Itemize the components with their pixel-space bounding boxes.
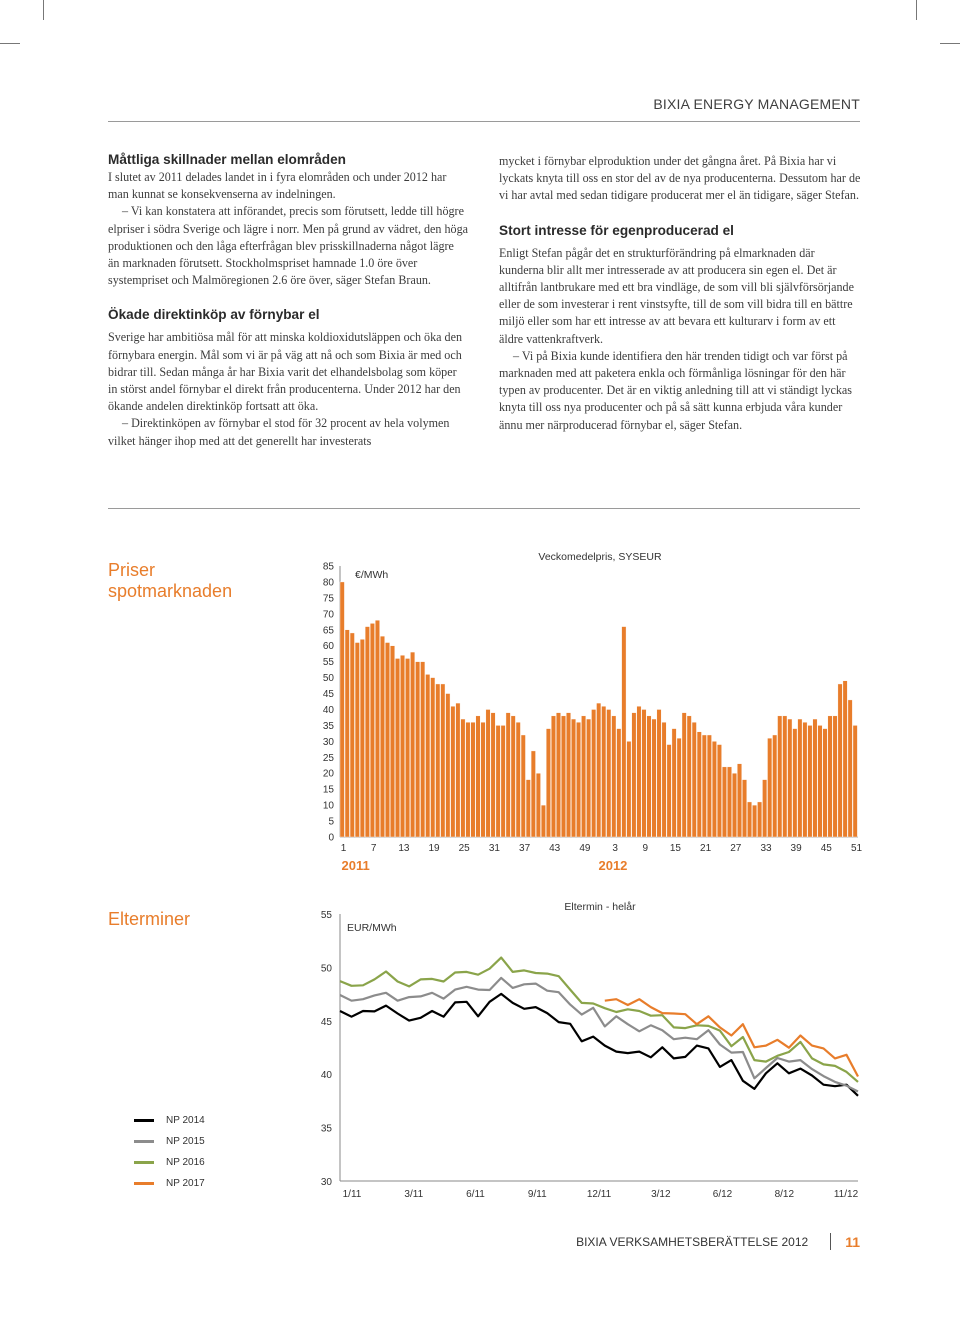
spot-x-tick-label: 31 xyxy=(488,843,500,854)
spot-x-tick-label: 37 xyxy=(519,843,531,854)
spot-bar xyxy=(596,703,600,837)
footer xyxy=(576,1233,860,1250)
spot-bar xyxy=(385,643,389,837)
spot-bar xyxy=(828,716,832,837)
spot-bar xyxy=(380,636,384,837)
spot-bar xyxy=(657,709,661,837)
crop-mark xyxy=(0,43,20,44)
spot-bar xyxy=(642,709,646,837)
spot-bar xyxy=(501,725,505,837)
spot-bar xyxy=(793,729,797,837)
spot-bar xyxy=(390,646,394,837)
futures-series-line xyxy=(340,978,858,1092)
spot-x-tick-label: 9 xyxy=(642,843,649,854)
spot-bar xyxy=(451,706,455,837)
spot-bar xyxy=(420,662,424,837)
spot-bar xyxy=(410,652,414,837)
spot-y-tick-label: 15 xyxy=(322,784,334,796)
spot-bar xyxy=(692,722,696,837)
spot-bar xyxy=(612,716,616,837)
spot-bar xyxy=(365,627,369,837)
spot-bar xyxy=(677,738,681,837)
spot-bar xyxy=(476,716,480,837)
spot-bar xyxy=(481,722,485,837)
spot-bar xyxy=(622,627,626,837)
spot-bar xyxy=(466,722,470,837)
spot-y-tick-label: 65 xyxy=(322,625,334,637)
futures-x-tick-label: 6/11 xyxy=(466,1189,485,1200)
spot-y-tick-label: 25 xyxy=(322,752,334,764)
legend-label: NP 2017 xyxy=(166,1178,205,1189)
spot-bar xyxy=(727,767,731,837)
right-text-column xyxy=(499,153,861,434)
futures-x-tick-label: 1/11 xyxy=(342,1189,362,1200)
spot-bar xyxy=(647,716,651,837)
spot-bar xyxy=(556,713,560,837)
spot-bar xyxy=(400,655,404,837)
spot-bar xyxy=(491,713,495,837)
spot-bar xyxy=(778,716,782,837)
spot-bar xyxy=(833,716,837,837)
futures-series-line xyxy=(340,994,858,1096)
header-rule xyxy=(108,121,860,122)
spot-x-tick-label: 43 xyxy=(549,843,561,854)
spot-bar xyxy=(853,725,857,837)
spot-bar xyxy=(737,764,741,837)
spot-y-tick-label: 45 xyxy=(322,689,334,701)
spot-bar xyxy=(360,639,364,837)
crop-mark xyxy=(43,0,44,20)
spot-bar xyxy=(566,713,570,837)
header-title: BIXIA ENERGY MANAGEMENT xyxy=(653,96,860,112)
spot-bar xyxy=(405,658,409,837)
crop-mark xyxy=(940,43,960,44)
spot-bar xyxy=(637,706,641,837)
spot-bar xyxy=(702,735,706,837)
spot-bar xyxy=(818,725,822,837)
spot-bar xyxy=(848,700,852,837)
spot-bar xyxy=(632,713,636,837)
futures-legend xyxy=(134,1110,205,1194)
spot-bar xyxy=(712,741,716,837)
spot-bar xyxy=(747,802,751,837)
spot-bar xyxy=(752,805,756,837)
spot-bar xyxy=(667,745,671,837)
futures-series-line xyxy=(605,999,858,1076)
spot-bar xyxy=(496,725,500,837)
paragraph: – Vi på Bixia kunde identifiera den här trenden tidigt och var först på marknaden med att paketera enkla och förmånliga lösningar för den här typen av producenter. Det är en viktig anledning till att vi ständigt lyckas knyta till oss nya producenter och på så sätt kunna erbjuda våra kunder ännu mer närproducerad förnybar el, säger Stefan. xyxy=(499,348,852,432)
spot-y-tick-label: 55 xyxy=(322,657,334,669)
spot-bar xyxy=(823,729,827,837)
legend-swatch xyxy=(134,1119,154,1122)
spot-bar xyxy=(717,745,721,837)
spot-bar xyxy=(340,582,344,837)
spot-bar xyxy=(441,684,445,837)
spot-bar xyxy=(370,623,374,837)
spot-bar xyxy=(436,684,440,837)
legend-label: NP 2014 xyxy=(166,1115,205,1126)
spot-y-tick-label: 70 xyxy=(322,609,334,621)
spot-x-tick-label: 49 xyxy=(579,843,591,854)
futures-x-tick-label: 11/12 xyxy=(833,1189,859,1200)
spot-bar xyxy=(521,735,525,837)
spot-bar xyxy=(586,719,590,837)
futures-y-tick-label: 40 xyxy=(320,1070,332,1082)
spot-x-tick-label: 51 xyxy=(850,843,863,854)
spot-title-line2: spotmarknaden xyxy=(108,581,233,601)
futures-chart-ylabel: EUR/MWh xyxy=(347,922,397,934)
legend-swatch xyxy=(134,1161,154,1164)
spot-bar xyxy=(395,658,399,837)
futures-y-tick-label: 35 xyxy=(320,1123,332,1135)
spot-bar xyxy=(627,741,631,837)
legend-item xyxy=(134,1131,205,1152)
spot-bar xyxy=(732,773,736,837)
futures-x-tick-label: 6/12 xyxy=(712,1189,733,1200)
spot-bar xyxy=(783,716,787,837)
spot-y-tick-label: 0 xyxy=(328,832,334,844)
spot-bar xyxy=(431,678,435,837)
spot-bar xyxy=(617,729,621,837)
spot-bar xyxy=(546,729,550,837)
paragraph: I slutet av 2011 delades landet in i fyra elområden och under 2012 har man kunnat se konsekvenserna av indelningen. xyxy=(108,170,447,202)
spot-title-line1: Priser xyxy=(108,560,156,580)
spot-bar xyxy=(707,735,711,837)
heading-elomraden: Måttliga skillnader mellan elområden xyxy=(108,152,346,167)
footer-text: BIXIA VERKSAMHETSBERÄTTELSE 2012 xyxy=(576,1234,809,1249)
spot-bar xyxy=(808,725,812,837)
paragraph: mycket i förnybar elproduktion under det gångna året. På Bixia har vi lyckats knyta till oss en stor del av de nya producenterna. Dessutom har de vi har avtal med sedan tidigare producerat mer el än tidigare, säger Stefan. xyxy=(499,154,861,203)
spot-year-label: 2011 xyxy=(341,858,370,873)
spot-bar xyxy=(551,716,555,837)
spot-bar xyxy=(813,719,817,837)
spot-y-tick-label: 30 xyxy=(322,736,334,748)
spot-bar xyxy=(581,716,585,837)
spot-bar xyxy=(426,674,430,837)
spot-bar xyxy=(591,709,595,837)
spot-bar xyxy=(662,722,666,837)
paragraph: Enligt Stefan pågår det en strukturförändring på elmarknaden där kunderna blir allt mer intresserade av att producera sin egen el. Det är alltifrån lantbrukare med ett bra vindläge, de som vill bli självförsörjande eller de som investerar i rent vinstsyfte, till de som vill bidra till en bättre miljö eller som har ett intresse av att bevara ett kulturarv i form av ett äldre vattenkraftverk. xyxy=(499,245,854,346)
futures-x-tick-label: 3/12 xyxy=(651,1189,671,1200)
spot-bar xyxy=(843,681,847,837)
crop-mark xyxy=(916,0,917,20)
spot-bar xyxy=(722,767,726,837)
spot-bar xyxy=(803,722,807,837)
spot-x-tick-label: 45 xyxy=(820,843,832,854)
legend-item xyxy=(134,1152,205,1173)
spot-bar xyxy=(788,719,792,837)
spot-x-tick-label: 15 xyxy=(669,843,681,854)
spot-bar xyxy=(511,716,515,837)
spot-bar xyxy=(838,684,842,837)
futures-series-line xyxy=(340,958,858,1082)
spot-bar xyxy=(652,719,656,837)
legend-label: NP 2015 xyxy=(166,1136,205,1147)
spot-bar xyxy=(742,780,746,837)
spot-y-tick-label: 60 xyxy=(322,641,334,653)
spot-y-tick-label: 40 xyxy=(322,704,334,716)
spot-bar xyxy=(536,773,540,837)
legend-item xyxy=(134,1110,205,1131)
left-text-column xyxy=(108,150,468,450)
spot-bar xyxy=(757,802,761,837)
futures-x-tick-label: 3/11 xyxy=(404,1189,424,1200)
spot-bar xyxy=(345,630,349,837)
legend-swatch xyxy=(134,1140,154,1143)
spot-x-tick-label: 21 xyxy=(700,843,712,854)
legend-item xyxy=(134,1173,205,1194)
spot-bar xyxy=(773,735,777,837)
spot-bar xyxy=(607,709,611,837)
spot-bar xyxy=(375,620,379,837)
spot-bar xyxy=(516,722,520,837)
spot-bar xyxy=(762,780,766,837)
paragraph: Sverige har ambitiösa mål för att minska koldioxidutsläppen och öka den förnybara energin. Mål som vi är på väg att nå och som Bixia är med och bidrar till. Sedan många år har Bixia varit det elhandelsbolag som köper in störst andel förnybar el direkt från producenterna. Under 2012 har den ökande andelen direktinköp fortsatt att öka. xyxy=(108,330,462,414)
spot-x-tick-label: 39 xyxy=(790,843,802,854)
spot-y-tick-label: 80 xyxy=(322,577,334,589)
spot-x-tick-label: 3 xyxy=(612,843,618,854)
paragraph: – Vi kan konstatera att införandet, precis som förutsett, ledde till högre elpriser i södra Sverige och lägre i norr. Men på grund av vädret, den höga produktionen och den låga efterfrågan blev prisskillnaderna något lägre än marknaden förutsett. Stockholmspriset hamnade 1.0 öre över systempriset och Malmöregionen 2.6 öre över, säger Stefan Braun. xyxy=(108,204,469,288)
spot-bar xyxy=(531,751,535,837)
spot-bar xyxy=(571,719,575,837)
futures-y-tick-label: 50 xyxy=(320,963,332,975)
paragraph: – Direktinköpen av förnybar el stod för 32 procent av hela volymen vilket hänger ihop med att det generellt har investerats xyxy=(108,416,450,448)
spot-bar xyxy=(350,633,354,837)
spot-bar xyxy=(767,738,771,837)
spot-y-tick-label: 50 xyxy=(322,673,334,685)
section-rule xyxy=(108,508,860,509)
spot-bar xyxy=(355,643,359,837)
spot-y-tick-label: 20 xyxy=(322,768,334,780)
futures-x-tick-label: 12/11 xyxy=(586,1189,612,1200)
spot-bar xyxy=(446,694,450,837)
futures-x-tick-label: 9/11 xyxy=(527,1189,547,1200)
spot-section-title xyxy=(108,560,232,602)
spot-bar xyxy=(602,706,606,837)
spot-bar xyxy=(506,713,510,837)
spot-x-tick-label: 7 xyxy=(370,843,377,854)
futures-x-tick-label: 8/12 xyxy=(774,1189,795,1200)
spot-x-tick-label: 27 xyxy=(730,843,742,854)
spot-chart-ylabel: €/MWh xyxy=(355,569,389,581)
footer-separator xyxy=(830,1233,831,1250)
futures-y-tick-label: 30 xyxy=(320,1177,332,1188)
spot-bar xyxy=(576,722,580,837)
futures-y-tick-label: 45 xyxy=(320,1016,332,1028)
heading-egenproducerad: Stort intresse för egenproducerad el xyxy=(499,222,734,238)
spot-y-tick-label: 85 xyxy=(322,561,334,573)
spot-year-label: 2012 xyxy=(598,858,628,873)
spot-chart-title: Veckomedelpris, SYSEUR xyxy=(538,551,662,563)
spot-bar xyxy=(697,732,701,837)
spot-y-tick-label: 10 xyxy=(322,800,334,812)
spot-bar xyxy=(798,719,802,837)
legend-swatch xyxy=(134,1182,154,1185)
futures-chart-title: Eltermin - helår xyxy=(564,901,636,913)
spot-bar xyxy=(415,662,419,837)
spot-bar xyxy=(456,703,460,837)
spot-x-tick-label: 33 xyxy=(760,843,772,854)
spot-y-tick-label: 5 xyxy=(328,816,334,828)
spot-x-tick-label: 13 xyxy=(398,843,410,854)
spot-x-tick-label: 19 xyxy=(428,843,440,854)
spot-bar xyxy=(486,709,490,837)
futures-section-title: Elterminer xyxy=(108,909,191,929)
spot-x-tick-label: 1 xyxy=(340,843,347,854)
futures-y-tick-label: 55 xyxy=(320,910,332,921)
page-number: 11 xyxy=(845,1233,860,1250)
spot-bar xyxy=(471,722,475,837)
spot-x-tick-label: 25 xyxy=(458,843,470,854)
heading-direktinkop: Ökade direktinköp av förnybar el xyxy=(108,307,320,323)
legend-label: NP 2016 xyxy=(166,1157,205,1168)
spot-bar xyxy=(687,716,691,837)
spot-y-tick-label: 35 xyxy=(322,720,334,732)
spot-bar xyxy=(526,780,530,837)
spot-bar xyxy=(672,729,676,837)
spot-bar xyxy=(461,719,465,837)
spot-bar xyxy=(541,805,545,837)
spot-y-tick-label: 75 xyxy=(322,593,334,605)
spot-bar xyxy=(561,716,565,837)
spot-bar xyxy=(682,713,686,837)
